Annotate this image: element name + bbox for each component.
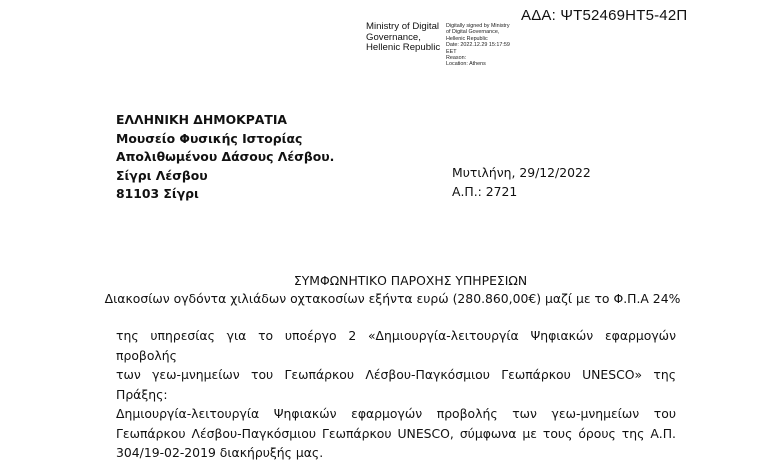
sender-country: ΕΛΛΗΝΙΚΗ ΔΗΜΟΚΡΑΤΙΑ bbox=[116, 112, 288, 127]
sender-location: Σίγρι Λέσβου bbox=[116, 167, 208, 183]
digital-signature-signer bbox=[366, 22, 440, 54]
signer-line: Ministry of Digital bbox=[366, 21, 440, 32]
signature-detail-line: Date: 2022.12.29 15:17:59 bbox=[446, 42, 510, 49]
sender-organization: Μουσείο Φυσικής Ιστορίας bbox=[116, 130, 303, 146]
amount-line: Διακοσίων ογδόντα χιλιάδων οχτακοσίων εξήντα ευρώ (280.860,00€) μαζί με το Φ.Π.Α 24% bbox=[104, 291, 681, 306]
sender-organization-cont: Απολιθωμένου Δάσους Λέσβου. bbox=[116, 149, 335, 164]
document-title-block bbox=[0, 272, 781, 308]
signer-line: Governance, bbox=[366, 31, 421, 43]
signature-detail-line: EET bbox=[446, 48, 457, 55]
document-meta bbox=[452, 164, 591, 201]
place-date: Μυτιλήνη, 29/12/2022 bbox=[452, 165, 591, 180]
signature-detail-line: Location: Athens bbox=[446, 61, 486, 68]
body-line: 304/19-02-2019 διακήρυξής μας. bbox=[116, 445, 324, 460]
document-body bbox=[116, 326, 676, 463]
body-line: της υπηρεσίας για το υποέργο 2 «Δημιουργία-λειτουργία Ψηφιακών εφαρμογών προβολής bbox=[116, 328, 676, 363]
sender-address-block bbox=[116, 111, 334, 204]
protocol-number: Α.Π.: 2721 bbox=[452, 183, 518, 199]
signature-detail-line: Digitally signed by Ministry bbox=[446, 23, 510, 29]
digital-signature-details bbox=[446, 23, 510, 68]
document-title: ΣΥΜΦΩΝΗΤΙΚΟ ΠΑΡΟΧΗΣ ΥΠΗΡΕΣΙΩΝ bbox=[293, 273, 528, 288]
body-line: Δημιουργία-λειτουργία Ψηφιακών εφαρμογών προβολής των γεω-μνημείων του bbox=[116, 406, 676, 421]
signature-detail-line: of Digital Governance, bbox=[446, 29, 500, 36]
ada-code: ΑΔΑ: ΨΤ52469ΗΤ5-42Π bbox=[521, 7, 688, 24]
signature-detail-line: Reason: bbox=[446, 55, 467, 62]
body-line: των γεω-μνημείων του Γεωπάρκου Λέσβου-Παγκόσμιου Γεωπάρκου UNESCO» της Πράξης: bbox=[116, 367, 676, 402]
signature-detail-line: Hellenic Republic bbox=[446, 35, 488, 42]
sender-postal-code: 81103 Σίγρι bbox=[116, 186, 199, 201]
body-line: Γεωπάρκου Λέσβου-Παγκόσμιου Γεωπάρκου UNESCO, σύμφωνα με τους όρους της Α.Π. bbox=[116, 425, 676, 441]
signer-line: Hellenic Republic bbox=[366, 42, 441, 53]
